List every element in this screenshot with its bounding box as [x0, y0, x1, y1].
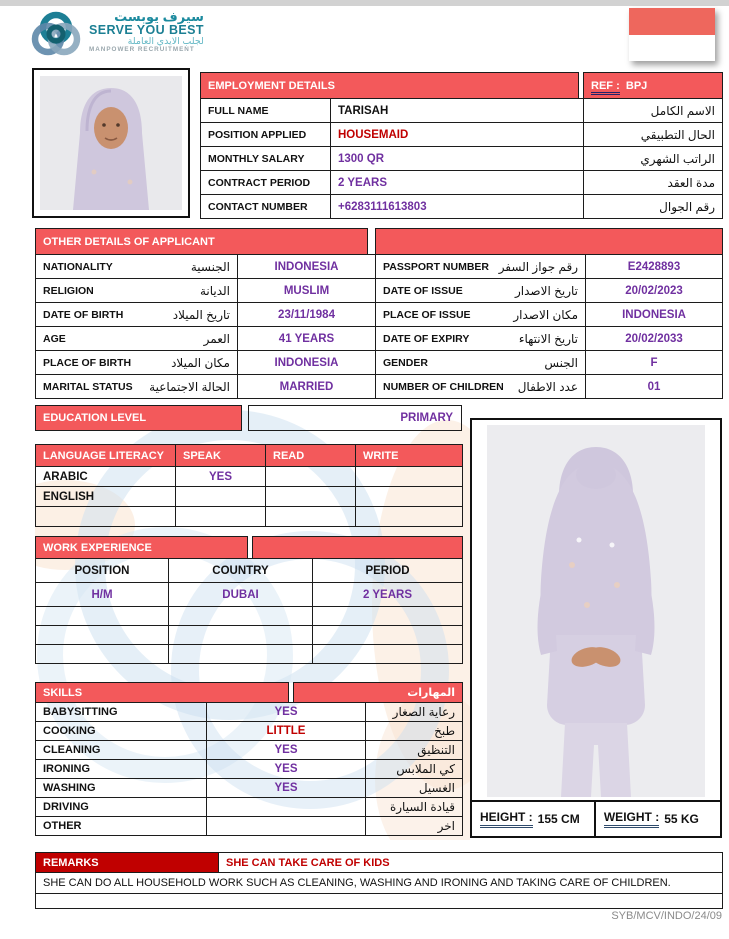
weight-value: 55 KG: [664, 812, 699, 826]
field-value: MARRIED: [238, 375, 376, 399]
field-label-arabic: رقم جواز السفر: [498, 259, 579, 274]
field-label-arabic: الراتب الشهري: [584, 147, 723, 171]
agency-logo: [30, 9, 204, 61]
language-name: [36, 507, 176, 527]
weight-label: WEIGHT :: [604, 810, 659, 828]
field-label: NUMBER OF CHILDREN: [383, 380, 504, 393]
table-row: [201, 195, 723, 219]
column-header: WRITE: [356, 445, 463, 467]
field-label-arabic: تاريخ الانتهاء: [518, 331, 579, 346]
position-value: [36, 607, 169, 626]
table-row: [36, 741, 463, 760]
table-row: [36, 817, 463, 836]
field-value: HOUSEMAID: [331, 123, 584, 147]
field-value: MUSLIM: [238, 279, 376, 303]
height-label: HEIGHT :: [480, 810, 533, 828]
field-label-arabic: الديانة: [199, 283, 230, 298]
field-label-arabic: العمر: [203, 331, 230, 346]
country-value: [169, 626, 313, 645]
field-value: E2428893: [586, 255, 723, 279]
field-label: AGE: [43, 332, 66, 345]
work-experience-table: [35, 536, 463, 664]
field-label-cell: [376, 303, 586, 327]
indonesia-flag: [629, 8, 715, 61]
field-label: RELIGION: [43, 284, 94, 297]
field-label: PLACE OF BIRTH: [43, 356, 132, 369]
language-name: ENGLISH: [36, 487, 176, 507]
read-value: [266, 507, 356, 527]
write-value: [356, 507, 463, 527]
skills-title-arabic: المهارات: [294, 683, 463, 703]
skill-arabic: رعاية الصغار: [366, 703, 463, 722]
header-filler: [376, 229, 723, 255]
employment-details-title: EMPLOYMENT DETAILS: [201, 73, 579, 99]
field-label-arabic: الحالة الاجتماعية: [149, 379, 230, 394]
header-filler: [253, 537, 463, 559]
table-row: [36, 607, 463, 626]
table-row: [36, 327, 723, 351]
table-row: [36, 894, 723, 909]
skill-value: YES: [207, 779, 366, 798]
field-value: TARISAH: [331, 99, 584, 123]
field-value: 20/02/2033: [586, 327, 723, 351]
skill-arabic: طبخ: [366, 722, 463, 741]
flag-red-band: [629, 8, 715, 35]
table-row: [36, 467, 463, 487]
skill-arabic: قيادة السيارة: [366, 798, 463, 817]
skill-value: YES: [207, 703, 366, 722]
field-label: CONTRACT PERIOD: [201, 171, 331, 195]
field-label: CONTACT NUMBER: [201, 195, 331, 219]
table-header-row: [36, 683, 463, 703]
field-label-arabic: مكان الاصدار: [513, 307, 579, 322]
table-row: [36, 303, 723, 327]
table-header-row: [36, 445, 463, 467]
write-value: [356, 487, 463, 507]
position-value: H/M: [36, 583, 169, 607]
field-label: PASSPORT NUMBER: [383, 260, 489, 273]
field-value: INDONESIA: [238, 255, 376, 279]
field-label: PLACE OF ISSUE: [383, 308, 471, 321]
education-level-label: EDUCATION LEVEL: [35, 405, 242, 431]
field-label-cell: [36, 279, 238, 303]
skills-title: SKILLS: [36, 683, 289, 703]
table-row: [36, 583, 463, 607]
logo-english-tagline: MANPOWER RECRUITMENT: [89, 45, 195, 53]
skill-name: WASHING: [36, 779, 207, 798]
height-value: 155 CM: [537, 812, 580, 826]
table-row: [36, 645, 463, 664]
speak-value: [176, 487, 266, 507]
field-label: MONTHLY SALARY: [201, 147, 331, 171]
field-label: DATE OF EXPIRY: [383, 332, 470, 345]
skill-name: CLEANING: [36, 741, 207, 760]
field-value: 01: [586, 375, 723, 399]
speak-value: [176, 507, 266, 527]
field-value: 20/02/2023: [586, 279, 723, 303]
table-row: [36, 279, 723, 303]
logo-knot-icon: [30, 9, 82, 61]
table-row: [36, 779, 463, 798]
table-row: [36, 255, 723, 279]
ref-label: REF :: [591, 80, 620, 95]
field-label-arabic: عدد الاطفال: [517, 379, 579, 394]
field-label-cell: [36, 351, 238, 375]
table-header-row: [36, 537, 463, 559]
field-label-arabic: الحال التطبيقي: [584, 123, 723, 147]
field-label-arabic: تاريخ الاصدار: [515, 283, 579, 298]
logo-arabic-tagline: لجلب الايدي العاملة: [127, 35, 204, 47]
table-row: [36, 626, 463, 645]
skill-value: YES: [207, 741, 366, 760]
position-value: [36, 626, 169, 645]
document-reference-code: SYB/MCV/INDO/24/09: [611, 910, 722, 922]
other-details-title: OTHER DETAILS OF APPLICANT: [36, 229, 368, 255]
field-value: 1300 QR: [331, 147, 584, 171]
position-value: [36, 645, 169, 664]
biometrics-row: [472, 800, 720, 836]
skill-value: [207, 798, 366, 817]
table-column-header-row: [36, 559, 463, 583]
field-label-cell: [36, 303, 238, 327]
field-label-arabic: مدة العقد: [584, 171, 723, 195]
period-value: 2 YEARS: [313, 583, 463, 607]
skill-value: [207, 817, 366, 836]
logo-english-name: SERVE YOU BEST: [89, 22, 204, 37]
country-value: [169, 645, 313, 664]
field-label-cell: [376, 279, 586, 303]
logo-text: [89, 9, 204, 61]
period-value: [313, 607, 463, 626]
field-value: 41 YEARS: [238, 327, 376, 351]
field-label-cell: [376, 327, 586, 351]
speak-value: YES: [176, 467, 266, 487]
field-label-arabic: الاسم الكامل: [584, 99, 723, 123]
field-label-cell: [36, 255, 238, 279]
period-value: [313, 645, 463, 664]
skill-arabic: الغسيل: [366, 779, 463, 798]
applicant-photo-headshot: [32, 68, 190, 218]
language-name: ARABIC: [36, 467, 176, 487]
field-label-cell: [376, 351, 586, 375]
field-value: F: [586, 351, 723, 375]
field-label-cell: [376, 375, 586, 399]
education-level-value: PRIMARY: [248, 405, 462, 431]
field-label-cell: [36, 327, 238, 351]
field-value: INDONESIA: [586, 303, 723, 327]
field-value: INDONESIA: [238, 351, 376, 375]
employment-details-table: [200, 72, 723, 219]
field-label: POSITION APPLIED: [201, 123, 331, 147]
table-row: [201, 99, 723, 123]
height-cell: [472, 802, 594, 836]
field-label-cell: [376, 255, 586, 279]
education-level-bar: [35, 405, 462, 431]
remarks-empty-row: [36, 894, 723, 909]
field-label-cell: [36, 375, 238, 399]
field-label: DATE OF ISSUE: [383, 284, 463, 297]
headshot-image: [40, 76, 182, 210]
field-label: MARITAL STATUS: [43, 380, 133, 393]
table-row: [201, 123, 723, 147]
other-details-table: [35, 228, 723, 399]
work-experience-title: WORK EXPERIENCE: [36, 537, 248, 559]
scan-edge-strip: [0, 0, 729, 6]
header-gap: [368, 229, 376, 255]
table-row: [36, 760, 463, 779]
column-header: POSITION: [36, 559, 169, 583]
field-label-arabic: الجنسية: [190, 259, 230, 274]
skill-name: OTHER: [36, 817, 207, 836]
table-row: [201, 171, 723, 195]
field-label-arabic: رقم الجوال: [584, 195, 723, 219]
table-header-row: [201, 73, 723, 99]
table-row: [201, 147, 723, 171]
column-header: LANGUAGE LITERACY: [36, 445, 176, 467]
table-row: [36, 873, 723, 894]
language-literacy-table: [35, 444, 463, 527]
field-label: GENDER: [383, 356, 428, 369]
country-value: DUBAI: [169, 583, 313, 607]
ref-cell: [584, 73, 723, 99]
table-row: [36, 507, 463, 527]
skill-arabic: اخر: [366, 817, 463, 836]
remarks-headline: SHE CAN TAKE CARE OF KIDS: [219, 853, 723, 873]
skill-arabic: كي الملابس: [366, 760, 463, 779]
weight-cell: [594, 802, 720, 836]
table-row: [36, 351, 723, 375]
remarks-title: REMARKS: [36, 853, 219, 873]
read-value: [266, 467, 356, 487]
skill-name: IRONING: [36, 760, 207, 779]
remarks-body: SHE CAN DO ALL HOUSEHOLD WORK SUCH AS CLEANING, WASHING AND IRONING AND TAKING CARE OF CHILDREN.: [36, 873, 723, 894]
full-body-image: [487, 425, 705, 797]
write-value: [356, 467, 463, 487]
field-value: 23/11/1984: [238, 303, 376, 327]
field-label-arabic: مكان الميلاد: [171, 355, 230, 370]
read-value: [266, 487, 356, 507]
field-value: 2 YEARS: [331, 171, 584, 195]
table-row: [36, 798, 463, 817]
ref-value: BPJ: [625, 79, 648, 92]
field-label: NATIONALITY: [43, 260, 113, 273]
field-label-arabic: تاريخ الميلاد: [172, 307, 230, 322]
skill-value: YES: [207, 760, 366, 779]
table-row: [36, 375, 723, 399]
skills-table: [35, 682, 463, 836]
table-header-row: [36, 853, 723, 873]
field-value: +6283111613803: [331, 195, 584, 219]
skill-name: DRIVING: [36, 798, 207, 817]
column-header: READ: [266, 445, 356, 467]
skill-name: BABYSITTING: [36, 703, 207, 722]
table-header-row: [36, 229, 723, 255]
table-row: [36, 722, 463, 741]
skill-arabic: التنظيق: [366, 741, 463, 760]
table-row: [36, 487, 463, 507]
country-value: [169, 607, 313, 626]
skill-name: COOKING: [36, 722, 207, 741]
logo-arabic-name: سيرف يوبست: [114, 9, 204, 24]
applicant-photo-full-body: [470, 418, 722, 838]
field-label: DATE OF BIRTH: [43, 308, 124, 321]
field-label: FULL NAME: [201, 99, 331, 123]
column-header: SPEAK: [176, 445, 266, 467]
skill-value: LITTLE: [207, 722, 366, 741]
column-header: COUNTRY: [169, 559, 313, 583]
period-value: [313, 626, 463, 645]
column-header: PERIOD: [313, 559, 463, 583]
table-row: [36, 703, 463, 722]
field-label-arabic: الجنس: [544, 355, 579, 370]
remarks-table: [35, 852, 723, 909]
flag-white-band: [629, 35, 715, 62]
